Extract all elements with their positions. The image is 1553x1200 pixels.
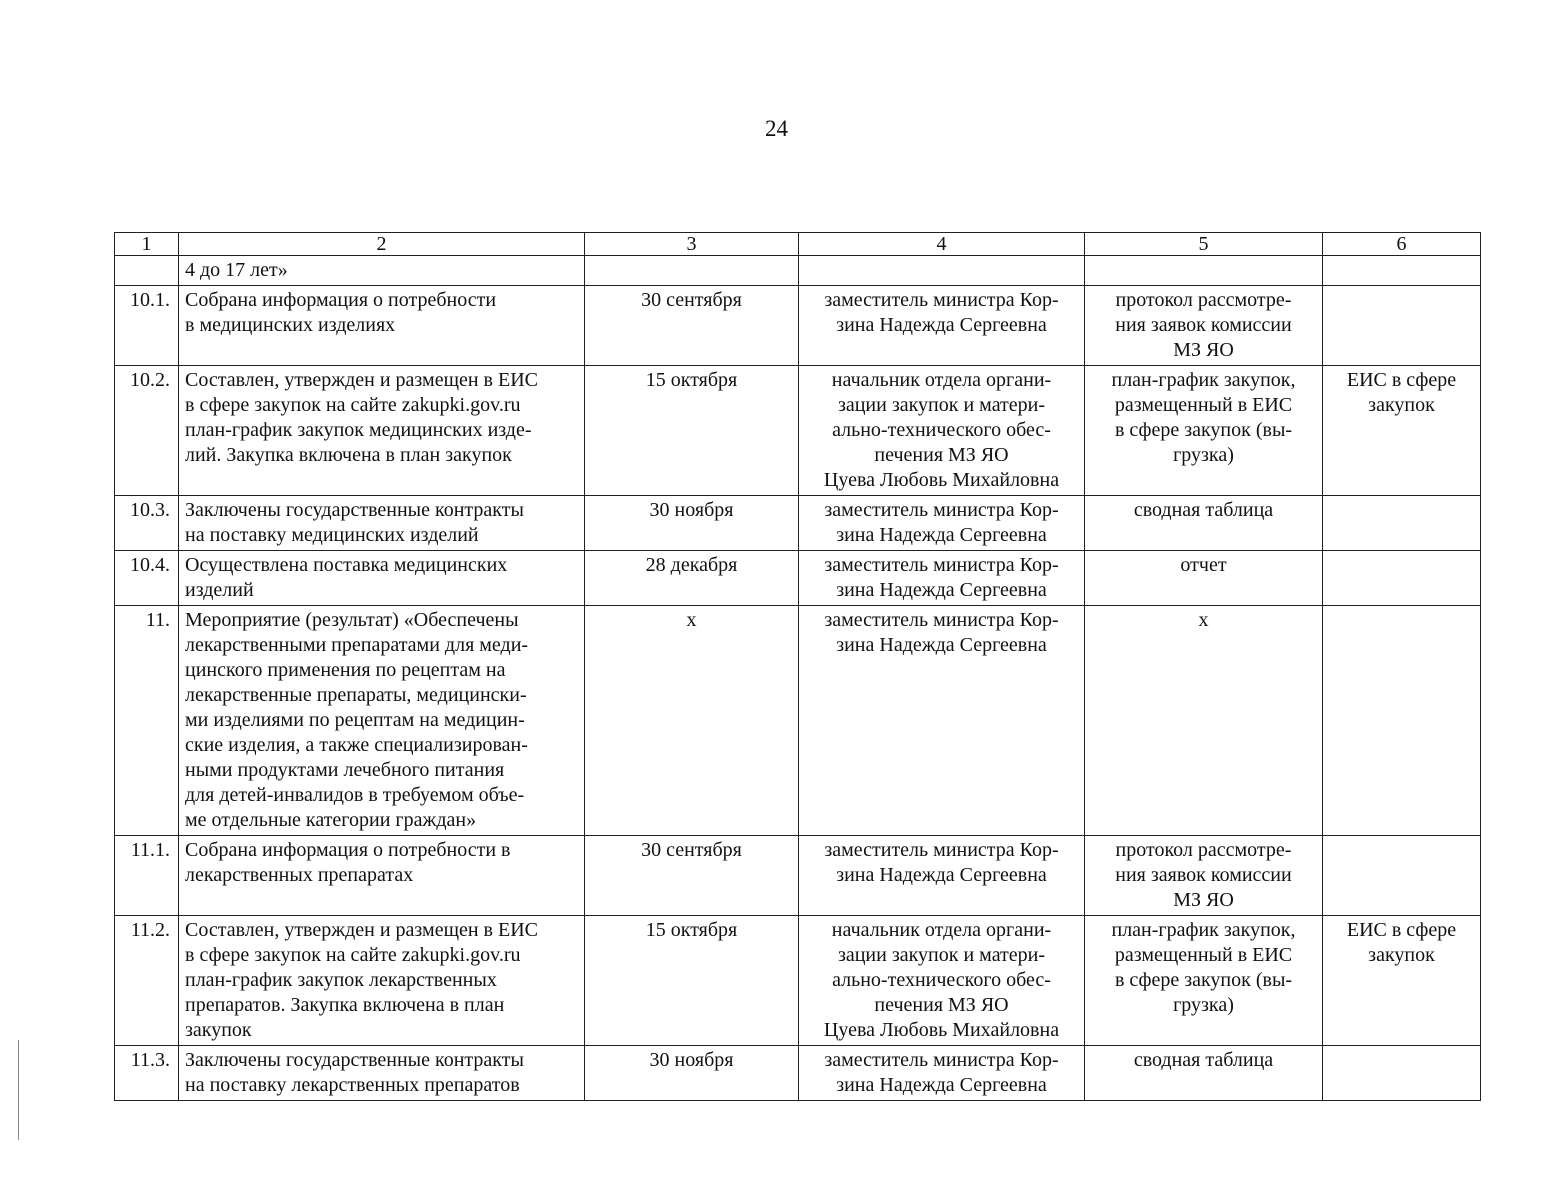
table-row bbox=[115, 256, 1481, 286]
event-cell-text: Мероприятие (результат) «Обеспечены лекарственными препаратами для меди- цинского применения по рецептам на лекарственные препараты, медицински- ми изделиями по рецептам на медицин- ские изделия, а также специализирован- ными продуктами лечебного питания для детей-инвалидов в требуемом объе- ме отдельные категории граждан» bbox=[185, 609, 529, 831]
info-system-cell bbox=[1323, 256, 1481, 286]
responsible-cell bbox=[799, 286, 1085, 366]
table-header-row bbox=[115, 233, 1481, 256]
column-header: 6 bbox=[1323, 233, 1481, 256]
event-cell bbox=[179, 366, 585, 496]
deadline-cell-text: 28 декабря bbox=[645, 554, 738, 576]
row-number-cell-text: 10.1. bbox=[130, 289, 170, 311]
document-cell bbox=[1085, 286, 1323, 366]
table-row bbox=[115, 1046, 1481, 1101]
event-cell bbox=[179, 836, 585, 916]
event-cell-text: Заключены государственные контракты на поставку медицинских изделий bbox=[185, 499, 524, 546]
document-cell-text: протокол рассмотре- ния заявок комиссии МЗ ЯО bbox=[1115, 839, 1292, 911]
row-number-cell bbox=[115, 836, 179, 916]
document-cell bbox=[1085, 836, 1323, 916]
responsible-cell bbox=[799, 836, 1085, 916]
deadline-cell bbox=[585, 916, 799, 1046]
event-cell bbox=[179, 286, 585, 366]
responsible-cell-text: заместитель министра Кор- зина Надежда Сергеевна bbox=[824, 839, 1059, 886]
deadline-cell-text: 30 ноября bbox=[649, 1049, 734, 1071]
row-number-cell-text: 10.4. bbox=[130, 554, 170, 576]
info-system-cell-text: ЕИС в сфере закупок bbox=[1346, 369, 1457, 416]
deadline-cell bbox=[585, 606, 799, 836]
document-cell bbox=[1085, 916, 1323, 1046]
column-header: 2 bbox=[179, 233, 585, 256]
document-cell bbox=[1085, 256, 1323, 286]
document-cell-text: х bbox=[1198, 609, 1209, 631]
event-cell-text: Составлен, утвержден и размещен в ЕИС в сфере закупок на сайте zakupki.gov.ru план-график закупок лекарственных препаратов. Закупка включена в план закупок bbox=[185, 919, 538, 1041]
row-number-cell-text: 11.1. bbox=[130, 839, 170, 861]
document-cell-text: план-график закупок, размещенный в ЕИС в сфере закупок (вы- грузка) bbox=[1111, 919, 1296, 1016]
table-row bbox=[115, 606, 1481, 836]
event-cell-text: 4 до 17 лет» bbox=[185, 259, 288, 281]
info-system-cell bbox=[1323, 916, 1481, 1046]
row-number-cell bbox=[115, 286, 179, 366]
deadline-cell bbox=[585, 286, 799, 366]
info-system-cell bbox=[1323, 366, 1481, 496]
event-cell-text: Собрана информация о потребности в лекарственных препаратах bbox=[185, 839, 511, 886]
row-number-cell bbox=[115, 256, 179, 286]
document-cell-text: сводная таблица bbox=[1133, 1049, 1274, 1071]
document-cell-text: сводная таблица bbox=[1133, 499, 1274, 521]
event-cell-text: Собрана информация о потребности в медицинских изделиях bbox=[185, 289, 497, 336]
row-number-cell-text: 10.2. bbox=[130, 369, 170, 391]
responsible-cell bbox=[799, 916, 1085, 1046]
responsible-cell-text: заместитель министра Кор- зина Надежда Сергеевна bbox=[824, 554, 1059, 601]
deadline-cell bbox=[585, 256, 799, 286]
document-cell bbox=[1085, 551, 1323, 606]
scan-margin-line bbox=[18, 1040, 19, 1140]
deadline-cell bbox=[585, 551, 799, 606]
event-cell-text: Заключены государственные контракты на поставку лекарственных препаратов bbox=[185, 1049, 524, 1096]
table-row bbox=[115, 916, 1481, 1046]
responsible-cell-text: заместитель министра Кор- зина Надежда Сергеевна bbox=[824, 289, 1059, 336]
info-system-cell-text: ЕИС в сфере закупок bbox=[1346, 919, 1457, 966]
plan-table bbox=[114, 232, 1481, 1101]
row-number-cell bbox=[115, 366, 179, 496]
row-number-cell-text: 11.3. bbox=[130, 1049, 170, 1071]
event-cell bbox=[179, 496, 585, 551]
responsible-cell-text: заместитель министра Кор- зина Надежда Сергеевна bbox=[824, 499, 1059, 546]
row-number-cell bbox=[115, 1046, 179, 1101]
event-cell bbox=[179, 551, 585, 606]
info-system-cell bbox=[1323, 286, 1481, 366]
document-cell bbox=[1085, 496, 1323, 551]
deadline-cell-text: 15 октября bbox=[645, 919, 738, 941]
responsible-cell bbox=[799, 1046, 1085, 1101]
event-cell-text: Составлен, утвержден и размещен в ЕИС в сфере закупок на сайте zakupki.gov.ru план-график закупок медицинских изде- лий. Закупка включена в план закупок bbox=[185, 369, 538, 466]
deadline-cell-text: 30 сентября bbox=[641, 839, 742, 861]
responsible-cell bbox=[799, 551, 1085, 606]
table-row bbox=[115, 551, 1481, 606]
document-cell bbox=[1085, 1046, 1323, 1101]
row-number-cell-text: 10.3. bbox=[130, 499, 170, 521]
table-row bbox=[115, 366, 1481, 496]
column-header: 5 bbox=[1085, 233, 1323, 256]
column-header: 1 bbox=[115, 233, 179, 256]
deadline-cell bbox=[585, 366, 799, 496]
page-number: 24 bbox=[765, 116, 788, 141]
event-cell bbox=[179, 1046, 585, 1101]
event-cell bbox=[179, 916, 585, 1046]
document-cell bbox=[1085, 366, 1323, 496]
row-number-cell bbox=[115, 551, 179, 606]
event-cell-text: Осуществлена поставка медицинских изделий bbox=[185, 554, 508, 601]
responsible-cell-text: начальник отдела органи- зации закупок и матери- ально-технического обес- печения МЗ ЯО Цуева Любовь Михайловна bbox=[823, 919, 1060, 1041]
info-system-cell bbox=[1323, 836, 1481, 916]
responsible-cell bbox=[799, 606, 1085, 836]
row-number-cell-text: 11.2. bbox=[130, 919, 170, 941]
row-number-cell-text: 11. bbox=[145, 609, 170, 631]
row-number-cell bbox=[115, 606, 179, 836]
row-number-cell bbox=[115, 496, 179, 551]
deadline-cell bbox=[585, 496, 799, 551]
deadline-cell bbox=[585, 836, 799, 916]
deadline-cell-text: 30 ноября bbox=[649, 499, 734, 521]
table-row bbox=[115, 496, 1481, 551]
info-system-cell bbox=[1323, 496, 1481, 551]
column-header: 3 bbox=[585, 233, 799, 256]
deadline-cell-text: 30 сентября bbox=[641, 289, 742, 311]
info-system-cell bbox=[1323, 1046, 1481, 1101]
table-row bbox=[115, 286, 1481, 366]
responsible-cell-text: заместитель министра Кор- зина Надежда Сергеевна bbox=[824, 1049, 1059, 1096]
document-cell bbox=[1085, 606, 1323, 836]
responsible-cell bbox=[799, 366, 1085, 496]
document-cell-text: протокол рассмотре- ния заявок комиссии МЗ ЯО bbox=[1115, 289, 1292, 361]
document-cell-text: план-график закупок, размещенный в ЕИС в сфере закупок (вы- грузка) bbox=[1111, 369, 1296, 466]
responsible-cell bbox=[799, 496, 1085, 551]
info-system-cell bbox=[1323, 551, 1481, 606]
responsible-cell-text: начальник отдела органи- зации закупок и матери- ально-технического обес- печения МЗ ЯО Цуева Любовь Михайловна bbox=[823, 369, 1060, 491]
column-header: 4 bbox=[799, 233, 1085, 256]
deadline-cell bbox=[585, 1046, 799, 1101]
event-cell bbox=[179, 606, 585, 836]
row-number-cell bbox=[115, 916, 179, 1046]
deadline-cell-text: 15 октября bbox=[645, 369, 738, 391]
deadline-cell-text: х bbox=[686, 609, 697, 631]
responsible-cell-text: заместитель министра Кор- зина Надежда Сергеевна bbox=[824, 609, 1059, 656]
responsible-cell bbox=[799, 256, 1085, 286]
event-cell bbox=[179, 256, 585, 286]
info-system-cell bbox=[1323, 606, 1481, 836]
document-cell-text: отчет bbox=[1180, 554, 1227, 576]
table-row bbox=[115, 836, 1481, 916]
